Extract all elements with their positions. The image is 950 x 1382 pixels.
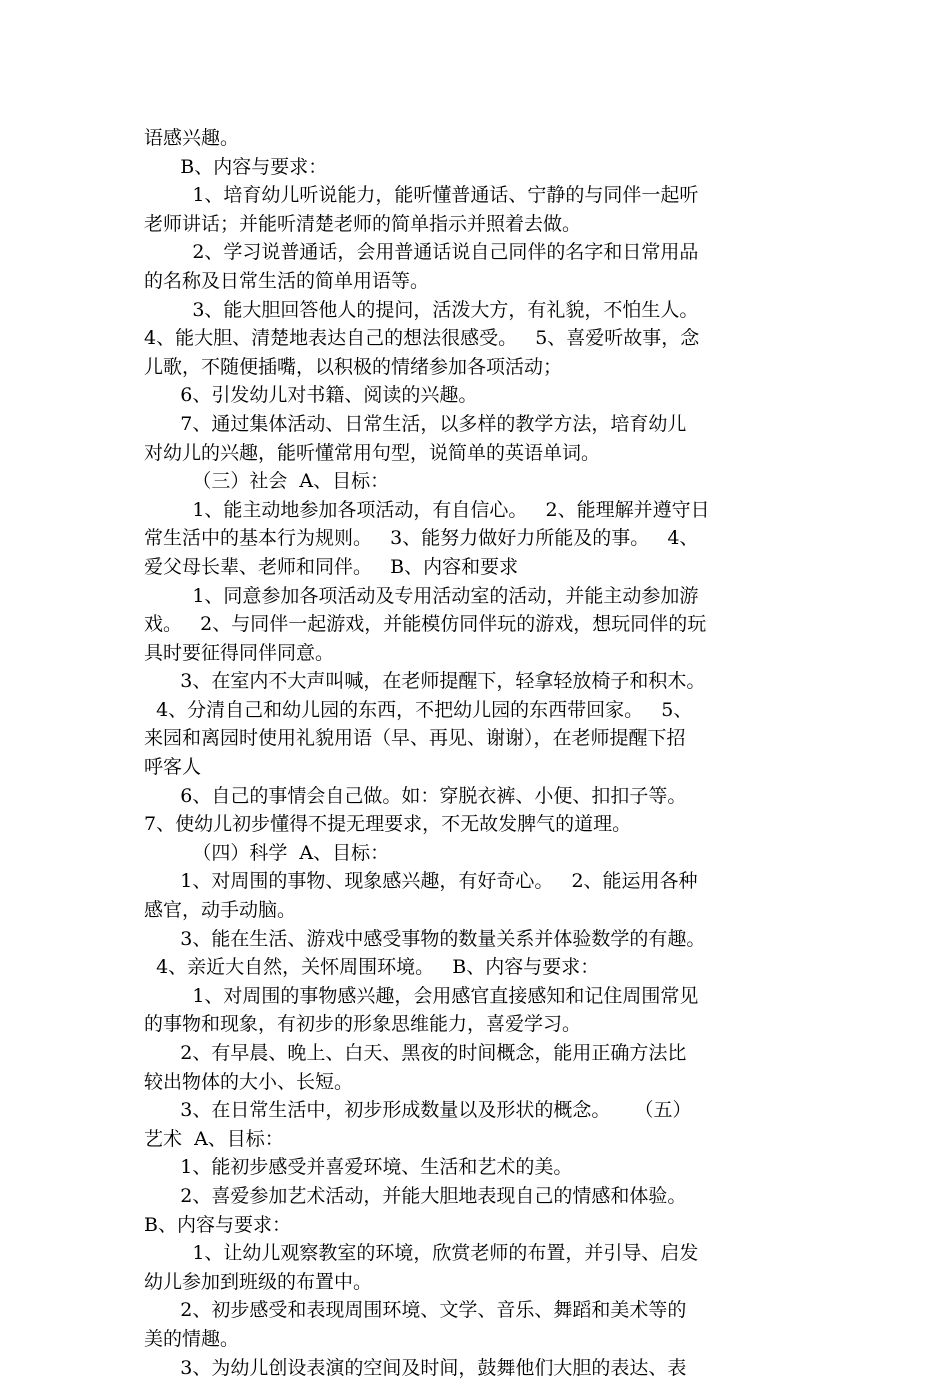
text-line: 对幼儿的兴趣，能听懂常用句型，说简单的英语单词。 (144, 441, 601, 464)
text-line: 6、引发幼儿对书籍、阅读的兴趣。 (144, 384, 478, 407)
text-line: B、内容与要求： (144, 1213, 291, 1236)
text-line: 具时要征得同伴同意。 (144, 641, 335, 664)
text-line: 2、学习说普通话，会用普通话说自己同伴的名字和日常用品 (144, 241, 699, 264)
text-line: 3、能在生活、游戏中感受事物的数量关系并体验数学的有趣。 (144, 927, 706, 950)
text-line: 2、喜爱参加艺术活动，并能大胆地表现自己的情感和体验。 (144, 1184, 687, 1207)
text-line: 6、自己的事情会自己做。如：穿脱衣裤、小便、扣扣子等。 (144, 784, 687, 807)
text-line: 常生活中的基本行为规则。 3、能努力做好力所能及的事。 4、 (144, 527, 699, 550)
text-line: 1、对周围的事物、现象感兴趣，有好奇心。 2、能运用各种 (144, 870, 698, 893)
text-line: 1、让幼儿观察教室的环境，欣赏老师的布置，并引导、启发 (144, 1242, 699, 1265)
text-line: 幼儿参加到班级的布置中。 (144, 1270, 373, 1293)
text-line: 的名称及日常生活的简单用语等。 (144, 269, 430, 292)
text-line: B、内容与要求： (144, 155, 328, 178)
text-line: 较出物体的大小、长短。 (144, 1070, 354, 1093)
text-line: 1、培育幼儿听说能力，能听懂普通话、宁静的与同伴一起听 (144, 184, 699, 207)
text-line: （三）社会 A、目标： (144, 470, 390, 493)
text-line: 老师讲话；并能听清楚老师的简单指示并照着去做。 (144, 212, 582, 235)
text-line: 感官，动手动脑。 (144, 899, 297, 922)
text-line: 的事物和现象，有初步的形象思维能力，喜爱学习。 (144, 1013, 582, 1036)
text-line: 3、为幼儿创设表演的空间及时间，鼓舞他们大胆的表达、表 (144, 1356, 687, 1379)
text-line: 来园和离园时使用礼貌用语（早、再见、谢谢），在老师提醒下招 (144, 727, 686, 750)
text-line: 3、在室内不大声叫喊，在老师提醒下，轻拿轻放椅子和积木。 (144, 670, 706, 693)
text-line: 7、通过集体活动、日常生活，以多样的教学方法，培育幼儿 (144, 412, 687, 435)
text-line: 爱父母长辈、老师和同伴。 B、内容和要求 (144, 555, 519, 578)
text-line: 7、使幼儿初步懂得不提无理要求，不无故发脾气的道理。 (144, 813, 632, 836)
text-line: 1、对周围的事物感兴趣，会用感官直接感知和记住周围常见 (144, 984, 699, 1007)
text-line: （四）科学 A、目标： (144, 841, 390, 864)
text-line: 4、能大胆、清楚地表达自己的想法很感受。 5、喜爱听故事，念 (144, 327, 700, 350)
text-line: 3、能大胆回答他人的提问，活泼大方，有礼貌，不怕生人。 (144, 298, 699, 321)
document-body-text (144, 124, 814, 1382)
text-line: 呼客人 (144, 756, 202, 779)
text-line: 美的情趣。 (144, 1327, 240, 1350)
text-line: 语感兴趣。 (144, 127, 240, 149)
text-line: 戏。 2、与同伴一起游戏，并能模仿同伴玩的游戏，想玩同伴的玩 (144, 613, 707, 636)
text-line: 1、能初步感受并喜爱环境、生活和艺术的美。 (144, 1156, 573, 1179)
text-line: 艺术 A、目标： (144, 1127, 284, 1150)
text-line: 1、能主动地参加各项活动，有自信心。 2、能理解并遵守日 (144, 498, 710, 521)
text-line: 4、分清自己和幼儿园的东西，不把幼儿园的东西带回家。 5、 (144, 698, 693, 721)
text-line: 4、亲近大自然，关怀周围环境。 B、内容与要求： (144, 956, 600, 979)
text-line: 2、有早晨、晚上、白天、黑夜的时间概念，能用正确方法比 (144, 1042, 687, 1064)
text-line: 1、同意参加各项活动及专用活动室的活动，并能主动参加游 (144, 584, 699, 607)
text-line: 2、初步感受和表现周围环境、文学、音乐、舞蹈和美术等的 (144, 1299, 687, 1322)
text-line: 儿歌，不随便插嘴，以积极的情绪参加各项活动； (144, 355, 563, 378)
text-line: 3、在日常生活中，初步形成数量以及形状的概念。 （五） (144, 1099, 692, 1122)
